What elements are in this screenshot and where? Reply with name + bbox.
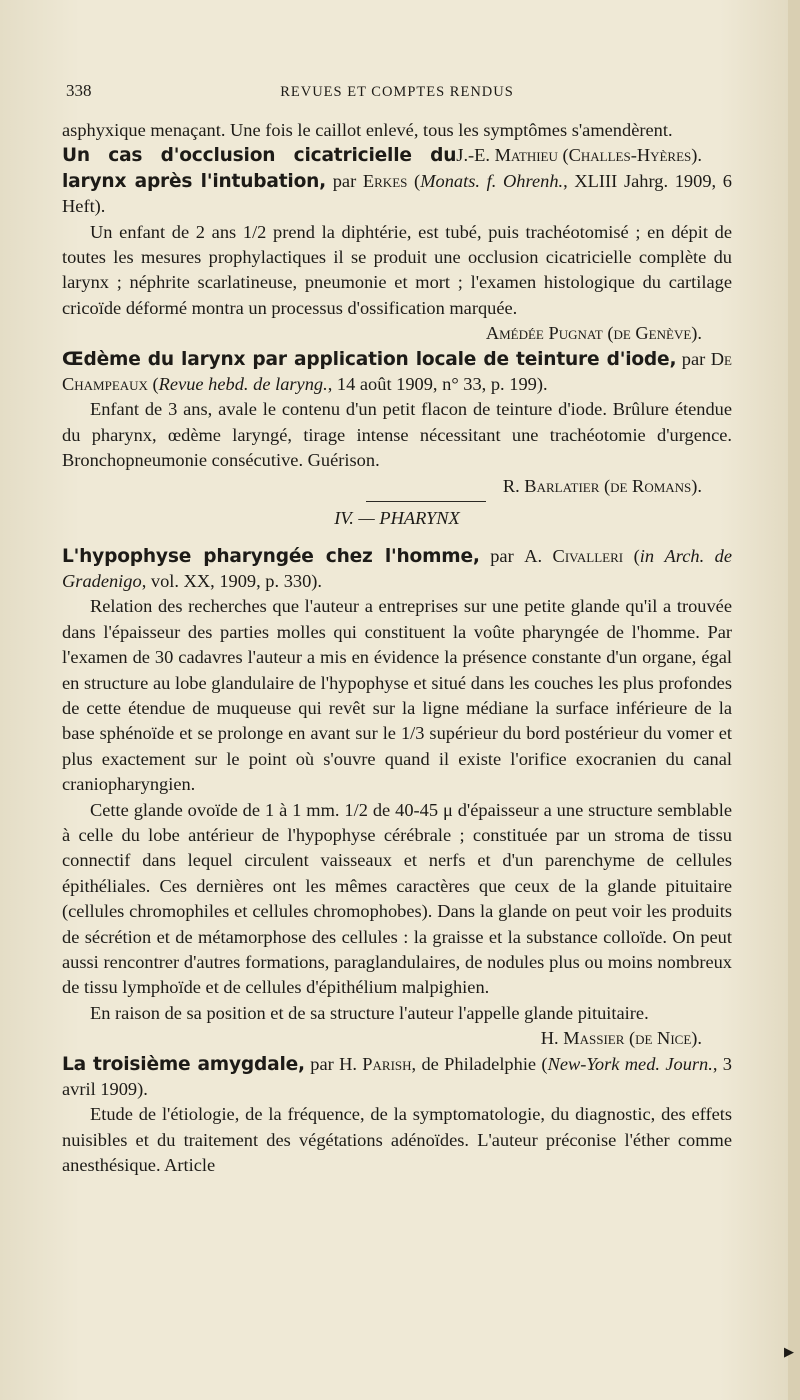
article-body: Un enfant de 2 ans 1/2 prend la diphtérie, est tubé, puis trachéotomisé ; en dépit de toutes les mesures prophylactiques il se produit une occlusion cicatricielle complète du larynx ; néphrite scarlatineuse, pneumonie et mort ; l'examen histologique du cartilage cricoïde déformé montra un processus d'ossification marquée. [62,221,732,318]
reviewer-signature: H. Massier (de Nice). [540,1028,702,1049]
article-author: A. Civalleri [524,545,624,566]
body-text [62,118,732,1179]
page-number: 338 [66,81,92,100]
article-heading: Un cas d'occlusion cicatricielle du larynx après l'intubation, par Erkes (Monats. f. Ohrenh., XLIII Jahrg. 1909, 6 Heft). [62,145,732,217]
article-title: Œdème du larynx par application locale de teinture d'iode, [62,348,677,370]
article-title: L'hypophyse pharyngée chez l'homme, [62,545,480,567]
article-author: De Champeaux [62,348,732,395]
article-author: Erkes [362,170,408,191]
reference-details: , 14 août 1909, n° 33, p. 199). [327,374,548,395]
section-heading: IV. — PHARYNX [334,508,460,529]
article-heading: L'hypophyse pharyngée chez l'homme, par A. Civalleri (in Arch. de Gradenigo, vol. XX, 1909, p. 330). [62,545,733,591]
article-heading: La troisième amygdale, par H. Parish, de Philadelphie (New-York med. Journ., 3 avril 1909). [62,1053,732,1100]
journal-name: Monats. f. Ohrenh. [420,170,564,191]
article-body: Cette glande ovoïde de 1 à 1 mm. 1/2 de 40-45 μ d'épaisseur a une structure semblable à celle du lobe antérieur de l'hypophyse cérébrale ; constituée par un stroma de tissu connectif dans lequel circulent vaisseaux et nerfs et d'un parenchyme de cellules épithéliales. Ces dernières ont les mêmes caractères que ceux de la glande pituitaire (cellules chromophiles et cellules chromophobes). Dans la glande on peut voir les produits de sécrétion et de métamorphose des cellules : la graisse et la substance colloïde. On peut aussi rencontrer d'autres formations, paraglandulaires, de nodules plus ou moins nombreux de tissu lymphoïde et de cellules d'épithélium malpighien. [62,799,732,998]
journal-name: Arch. de Gradenigo [62,545,733,591]
reference-details: , vol. XX, 1909, p. 330). [141,570,323,591]
article-title: Un cas d'occlusion cicatricielle du larynx après l'intubation, [62,145,457,192]
running-title: REVUES ET COMPTES RENDUS [280,84,514,100]
reference-details: , 3 avril 1909). [62,1053,732,1100]
journal-name: New-York med. Journ. [547,1053,713,1074]
page-edge [788,0,800,1400]
margin-arrow-icon: ▶ [784,1345,794,1360]
journal-name: Revue hebd. de laryng. [158,374,328,395]
article-body: Etude de l'étiologie, de la fréquence, de la symptomatologie, du diagnostic, des effets nuisibles et du traitement des végétations adénoïdes. L'auteur préconise l'éther comme anesthésique. Article [62,1104,732,1176]
review-continuation [62,118,732,166]
continuation-text: asphyxique menaçant. Une fois le caillot enlevé, tous les symptômes s'amendèrent. [62,120,673,140]
article-body: Relation des recherches que l'auteur a entreprises sur une petite glande qu'il a trouvée dans l'épaisseur des parties molles qui constituent la voûte pharyngée de l'homme. Par l'examen de 30 cadavres l'auteur a mis en évidence la présence constante d'un organe, égal en structure au lobe glandulaire de l'hypophyse et situé dans les couches les plus profondes de cette étendue de muqueuse qui revêt sur la ligne médiane la surface inférieure de la base sphénoïde et se prolonge en avant sur le 1/3 supérieur du bord postérieur du vomer et plus exactement sur le point où s'ouvre quand il existe l'orifice exocranien du canal craniopharyngien. [62,596,732,795]
article-body: En raison de sa position et de sa structure l'auteur l'appelle glande pituitaire. [90,1002,649,1023]
reference-details: , XLIII Jahrg. 1909, 6 Heft). [62,170,732,217]
reviewer-signature: R. Barlatier (de Romans). [502,475,702,496]
section-divider [366,501,486,502]
reviewer-signature: Amédée Pugnat (de Genève). [485,323,702,344]
article-title: La troisième amygdale, [62,1053,305,1075]
article-body: Enfant de 3 ans, avale le contenu d'un petit flacon de teinture d'iode. Brûlure étendue du pharynx, œdème laryngé, tirage intense nécessitant une trachéotomie d'urgence. Bronchopneumonie consécutive. Guérison. [62,399,732,471]
reviewer-signature: J.-E. Mathieu (Challes-Hyères). [456,145,702,166]
article-heading: Œdème du larynx par application locale de teinture d'iode, par De Champeaux (Revue hebd. de laryng., 14 août 1909, n° 33, p. 199). [62,348,732,395]
article-author: H. Parish [339,1053,412,1074]
